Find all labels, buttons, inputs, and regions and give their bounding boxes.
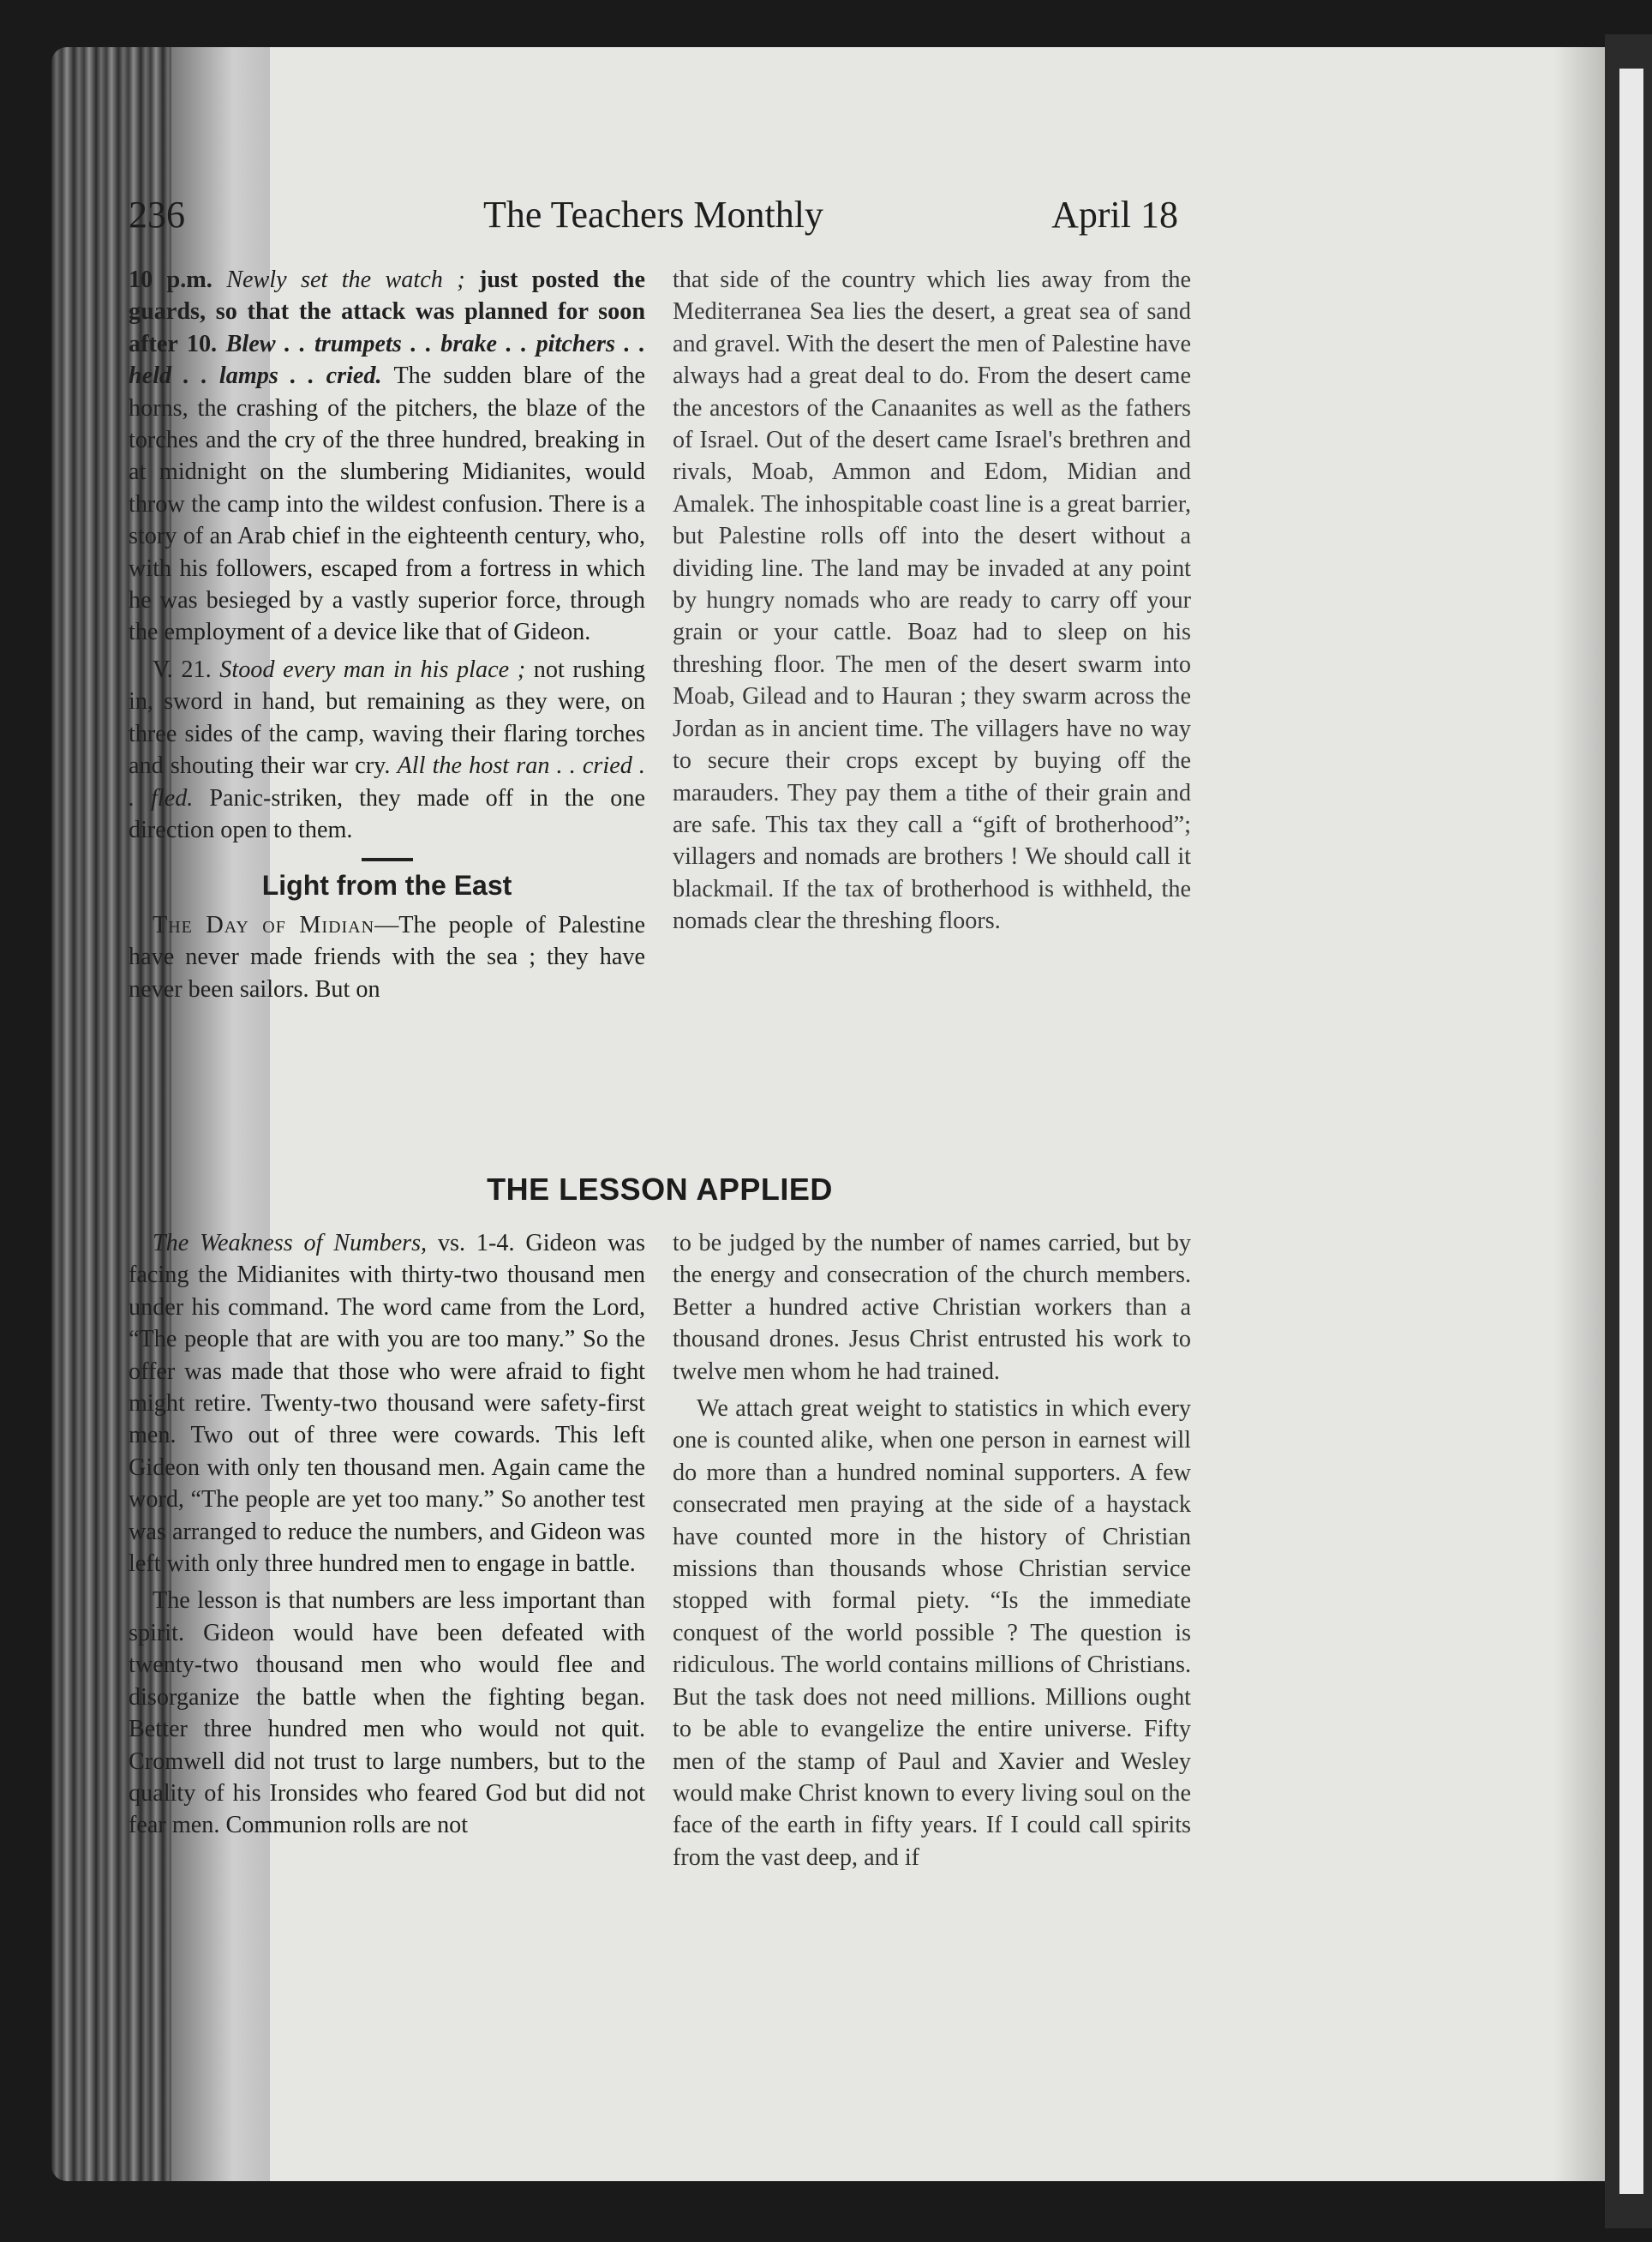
right-column-top (673, 264, 1191, 938)
lesson-date: April 18 (1051, 194, 1178, 236)
right-column-bottom (673, 1227, 1191, 1873)
running-header (129, 193, 1178, 244)
facing-page-sliver (1619, 69, 1643, 2194)
paragraph-watch (129, 264, 645, 649)
paragraph-text: just posted the guards, so that the attack was planned for soon after 10. (129, 267, 645, 357)
run-in-heading: The Weakness of Numbers, (153, 1230, 438, 1256)
paragraph-lesson: The lesson is that numbers are less important than spirit. Gideon would have been defeated with twenty-two thousand men who would flee and disorganize the battle when the fighting began. Better three hundred men who would not quit. Cromwell did not trust to large numbers, but to the quality of his Ironsides who feared God but did not fear men. Communion rolls are not (129, 1587, 645, 1839)
paragraph-text: vs. 1-4. Gideon was facing the Midianites with thirty-two thousand men under his command. The word came from the Lord, “The people that are with you are too many.” So the offer was made that those who were afraid to fight might retire. Twenty-two thousand were safety-first men. Two out of three were cowards. This left Gideon with only ten thousand men. Again came the word, “The people are yet too many.” So another test was arranged to reduce the numbers, and Gideon was left with only three hundred men to engage in battle. (129, 1230, 645, 1578)
paragraph-text: Panic-striken, they made off in the one direction open to them. (129, 784, 645, 843)
paragraph-text: The sudden blare of the horns, the crashing of the pitchers, the blaze of the torches and the cry of the three hundred, breaking in at midnight on the slumbering Midianites, would throw the camp into the wildest confusion. There is a story of an Arab chief in the eighteenth century, who, with his followers, escaped from a fortress in which he was besieged by a vastly superior force, through the employment of a device like that of Gideon. (129, 363, 645, 646)
run-in-heading: The Day of Midian (153, 911, 375, 938)
paragraph-statistics: We attach great weight to statistics in which every one is counted alike, when one person in earnest will do more than a hundred nominal supporters. A few consecrated men praying at the side of a haystack have counted more in the history of Christian missions than thousands whose Christian service stopped with formal piety. “Is the immediate conquest of the world possible ? The question is ridiculous. The world contains millions of Christians. But the task does not need millions. Millions ought to be able to evangelize the entire universe. Fifty men of the stamp of Paul and Xavier and Wesley would make Christ known to every living soul on the face of the earth in fifty years. If I could call spirits from the vast deep, and if (673, 1395, 1191, 1871)
paragraph-text: —The people of Palestine have never made friends with the sea ; they have never been sailors. But on (129, 911, 645, 1003)
left-column-bottom (129, 1227, 645, 1842)
section-heading: Light from the East (261, 870, 512, 902)
paragraph-weakness-of-numbers (129, 1227, 645, 1580)
lesson-applied-heading: THE LESSON APPLIED (487, 1172, 833, 1207)
verse-quote: All the host ran . . cried . . fled. (129, 752, 645, 812)
page-number: 236 (129, 194, 185, 236)
paragraph-v21 (129, 654, 645, 846)
verse-time: 10 p.m. (129, 267, 227, 293)
publication-title: The Teachers Monthly (483, 194, 823, 236)
section-divider (362, 858, 413, 861)
page-gutter-shadow (1553, 47, 1605, 2181)
verse-quote: Newly set the watch ; (226, 267, 479, 293)
verse-quote: Blew . . trumpets . . brake . . pitchers . . held . . lamps . . cried. (129, 330, 645, 390)
paragraph-church-members: to be judged by the number of names carried, but by the energy and consecration of the church members. Better a hundred active Christian workers than a thousand drones. Jesus Christ entrusted his work to twelve men whom he had trained. (673, 1230, 1191, 1385)
paragraph-desert: that side of the country which lies away from the Mediterranea Sea lies the desert, a great sea of sand and gravel. With the desert the men of Palestine have always had a great deal to do. From the desert came the ancestors of the Canaanites as well as the fathers of Israel. Out of the desert came Israel's brethren and rivals, Moab, Ammon and Edom, Midian and Amalek. The inhospitable coast line is a great barrier, but Palestine rolls off into the desert without a dividing line. The land may be invaded at any point by hungry nomads who are ready to carry off your grain or your cattle. Boaz had to sleep on his threshing floor. The men of the desert swarm into Moab, Gilead and to Hauran ; they swarm across the Jordan as in ancient time. The villagers have no way to secure their crops except by buying off the marauders. They pay them a tithe of their grain and are safe. This tax they call a “gift of brotherhood”; villagers and nomads are brothers ! We should call it blackmail. If the tax of brotherhood is withheld, the nomads clear the threshing floors. (673, 267, 1191, 935)
paragraph-text: not rushing in, sword in hand, but remaining as they were, on three sides of the camp, waving their flaring torches and shouting their war cry. (129, 656, 645, 780)
verse-reference: V. 21. (153, 656, 220, 683)
verse-quote: Stood every man in his place ; (219, 656, 534, 683)
left-column-top (129, 264, 645, 1005)
paragraph-day-of-midian (129, 909, 645, 1005)
